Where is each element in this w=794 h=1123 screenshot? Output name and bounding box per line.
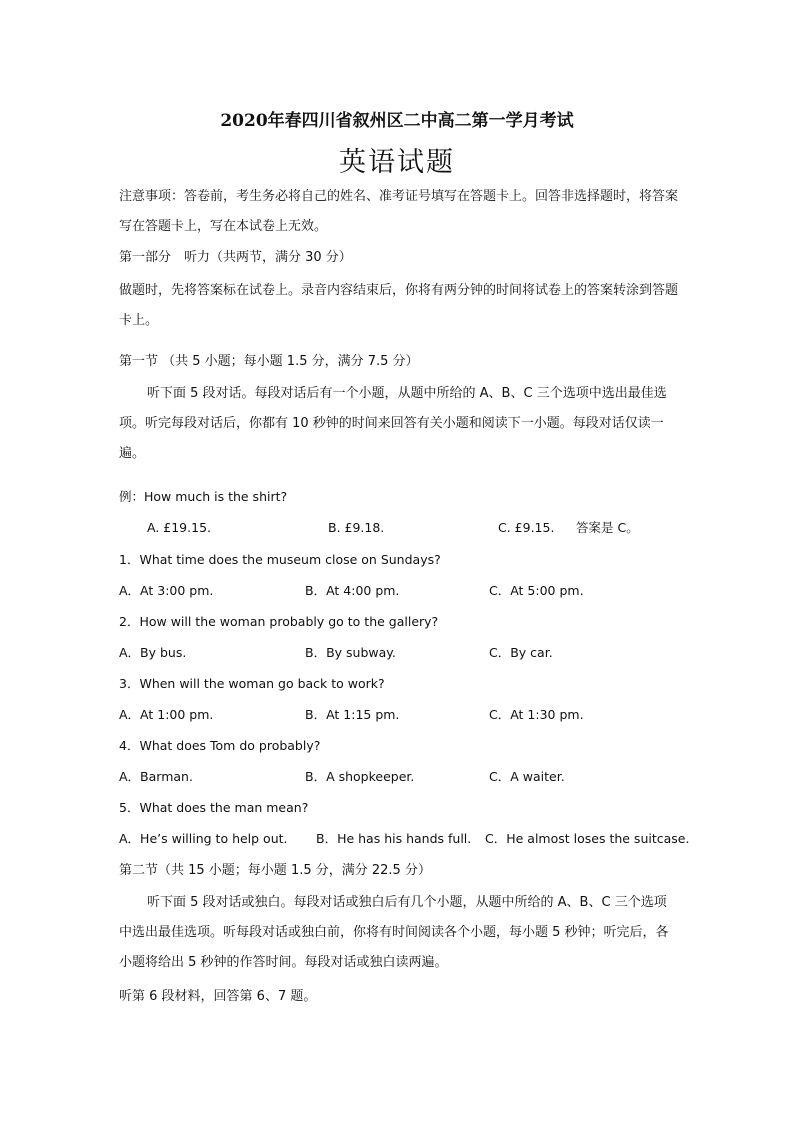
q4-option-a: A．Barman. [119,769,193,784]
example-option-b: B. £9.18. [328,520,385,535]
q1-option-a: A．At 3:00 pm. [119,583,214,598]
section2-material: 听第 6 段材料，回答第 6、7 题。 [119,989,317,1004]
q1-option-c: C．At 5:00 pm. [489,583,584,598]
q4-option-b: B．A shopkeeper. [305,769,415,784]
q5-option-a: A．He’s willing to help out. [119,831,288,846]
section2-heading: 第二节（共 15 小题；每小题 1.5 分，满分 22.5 分） [119,863,431,878]
question-2: 2．How will the woman probably go to the gallery? [119,614,439,629]
q1-option-b: B．At 4:00 pm. [305,583,400,598]
section1-heading: 第一节 （共 5 小题；每小题 1.5 分，满分 7.5 分） [119,354,419,369]
question-5: 5．What does the man mean? [119,800,309,815]
exam-title: 2020年春四川省叙州区二中高二第一学月考试 [220,111,574,131]
q3-option-a: A．At 1:00 pm. [119,707,214,722]
q3-option-b: B．At 1:15 pm. [305,707,400,722]
q3-option-c: C．At 1:30 pm. [489,707,584,722]
question-3: 3．When will the woman go back to work? [119,676,385,691]
section2-instructions: 听下面 5 段对话或独白。每段对话或独白后有几个小题，从题中所给的 A、B、C 三个选项中选出最佳选项。听每段对话或独白前，你将有时间阅读各个小题，每小题 5 秒钟；听完后，各小题将给出 5 秒钟的作答时间。每段对话或独白读两遍。 [119,895,669,970]
question-1: 1．What time does the museum close on Sundays? [119,552,441,567]
example-option-c: C. £9.15. [498,520,555,535]
question-4: 4．What does Tom do probably? [119,738,321,753]
q2-option-a: A．By bus. [119,645,187,660]
section1-instructions: 听下面 5 段对话。每段对话后有一个小题，从题中所给的 A、B、C 三个选项中选出最佳选项。听完每段对话后，你都有 10 秒钟的时间来回答有关小题和阅读下一小题。每段对话仅读一遍。 [119,386,667,461]
q5-option-c: C．He almost loses the suitcase. [485,831,690,846]
notice-text: 注意事项：答卷前，考生务必将自己的姓名、准考证号填写在答题卡上。回答非选择题时，将答案写在答题卡上，写在本试卷上无效。 [119,189,679,234]
q4-option-c: C．A waiter. [489,769,565,784]
part1-heading: 第一部分 听力（共两节，满分 30 分） [119,250,352,265]
q5-option-b: B．He has his hands full. [316,831,472,846]
exam-subtitle: 英语试题 [339,147,455,178]
q2-option-c: C．By car. [489,645,553,660]
example-option-a: A. £19.15. [147,520,211,535]
example-answer: 答案是 C。 [576,520,639,535]
example-question: 例：How much is the shirt? [119,489,288,504]
q2-option-b: B．By subway. [305,645,396,660]
part1-intro: 做题时，先将答案标在试卷上。录音内容结束后，你将有两分钟的时间将试卷上的答案转涂到答题卡上。 [119,283,679,328]
